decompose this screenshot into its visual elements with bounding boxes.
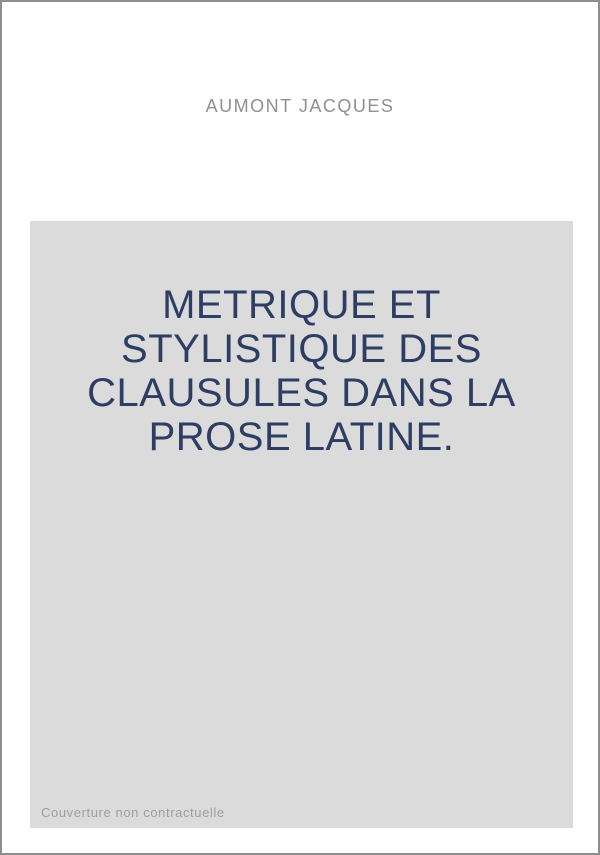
cover-title: [30, 283, 573, 459]
title-line: METRIQUE ET: [162, 283, 441, 327]
author-name: AUMONT JACQUES: [205, 96, 395, 116]
cover-caption: Couverture non contractuelle: [41, 805, 225, 820]
title-line: PROSE LATINE.: [148, 415, 455, 459]
cover-box: [30, 221, 573, 828]
title-line: CLAUSULES DANS LA: [87, 371, 516, 415]
title-line: STYLISTIQUE DES: [121, 327, 482, 371]
